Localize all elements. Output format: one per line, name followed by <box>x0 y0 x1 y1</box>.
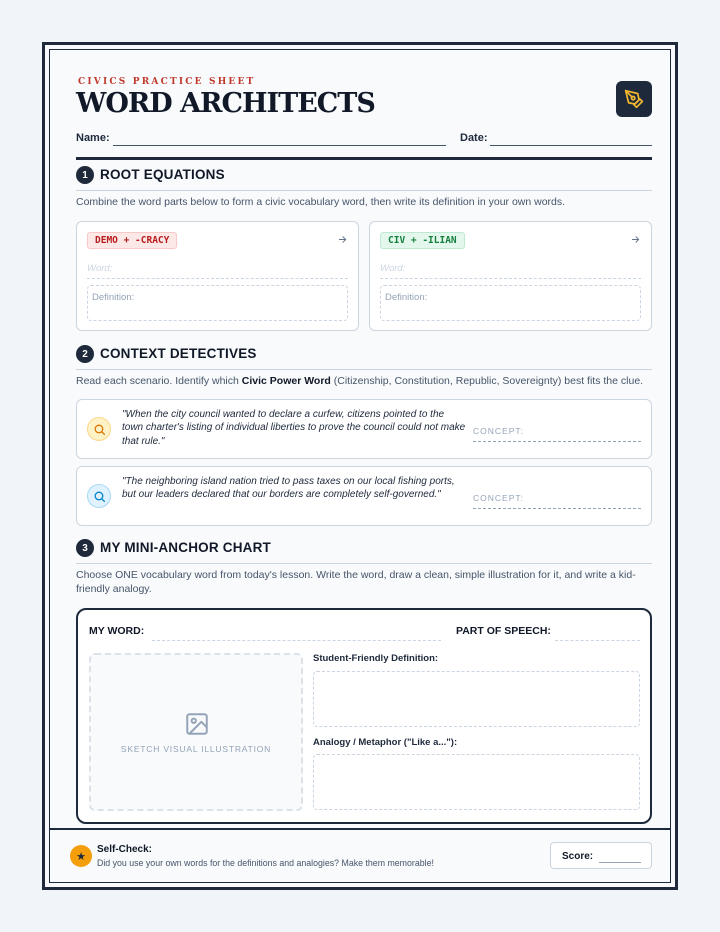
section-number: 3 <box>76 539 94 557</box>
image-icon <box>184 711 210 737</box>
section-divider <box>76 563 652 564</box>
concept-field[interactable] <box>473 508 641 509</box>
score-box <box>550 842 652 869</box>
definition-field[interactable]: Definition: <box>380 285 641 321</box>
word-field[interactable]: Word: <box>87 263 113 274</box>
self-check-text: Did you use your own words for the definitions and analogies? Make them memorable! <box>97 858 434 868</box>
eyebrow: CIVICS PRACTICE SHEET <box>78 77 256 87</box>
part-of-speech-field[interactable] <box>555 640 640 641</box>
sketch-area[interactable] <box>89 653 303 811</box>
header-divider <box>76 157 652 160</box>
my-word-field[interactable] <box>152 640 441 641</box>
section-number: 1 <box>76 166 94 184</box>
concept-label: CONCEPT: <box>473 493 524 503</box>
clue-icon <box>87 417 111 441</box>
section-title: MY MINI-ANCHOR CHART <box>100 540 271 555</box>
sketch-label: SKETCH VISUAL ILLUSTRATION <box>120 744 272 754</box>
self-check-title: Self-Check: <box>97 844 153 855</box>
definition-field[interactable]: Definition: <box>87 285 348 321</box>
section-2-instructions <box>76 374 652 388</box>
clue-card <box>76 466 652 526</box>
definition-box[interactable] <box>313 671 640 727</box>
clue-card <box>76 399 652 459</box>
name-date-row <box>76 132 652 148</box>
date-label: Date: <box>460 132 488 144</box>
section-2-header <box>76 345 652 367</box>
clue-text: "The neighboring island nation tried to pass taxes on our local fishing ports, but our leaders declared that our borders are completely self-governed." <box>122 476 455 501</box>
section-3-header <box>76 539 652 561</box>
arrow-right-icon <box>630 234 641 245</box>
section-number: 2 <box>76 345 94 363</box>
concept-field[interactable] <box>473 441 641 442</box>
score-field[interactable] <box>599 862 641 863</box>
section-title: CONTEXT DETECTIVES <box>100 346 257 361</box>
instructions-text: (Citizenship, Constitution, Republic, Sovereignty) best fits the clue. <box>330 375 644 387</box>
section-3-instructions: Choose ONE vocabulary word from today's lesson. Write the word, draw a clean, simple illustration for it, and write a kid-friendly analogy. <box>76 569 636 595</box>
section-1-instructions: Combine the word parts below to form a civic vocabulary word, then write its definition in your own words. <box>76 196 566 208</box>
worksheet <box>42 42 678 890</box>
self-check-footer <box>50 828 670 882</box>
equation-chip: DEMO + -CRACY <box>87 232 177 249</box>
logo <box>616 81 652 117</box>
name-field[interactable] <box>113 145 446 146</box>
analogy-label: Analogy / Metaphor ("Like a..."): <box>313 737 458 748</box>
search-icon <box>93 490 106 503</box>
date-field[interactable] <box>490 145 652 146</box>
star-icon: ★ <box>70 845 92 867</box>
anchor-chart-card <box>76 608 652 824</box>
name-label: Name: <box>76 132 110 144</box>
equation-card <box>369 221 652 331</box>
equation-card <box>76 221 359 331</box>
search-icon <box>93 423 106 436</box>
section-divider <box>76 369 652 370</box>
arrow-right-icon <box>337 234 348 245</box>
instructions-bold: Civic Power Word <box>241 375 331 387</box>
definition-label: Student-Friendly Definition: <box>313 653 439 664</box>
clue-text: "When the city council wanted to declare a curfew, citizens pointed to the town charter's listing of individual liberties to prove the council could not make that rule." <box>122 409 466 447</box>
pen-nib-icon <box>624 89 644 109</box>
my-word-label: MY WORD: <box>89 625 145 637</box>
section-divider <box>76 190 652 191</box>
word-line <box>87 278 348 279</box>
word-line <box>380 278 641 279</box>
score-label: Score: <box>562 851 594 862</box>
analogy-box[interactable] <box>313 754 640 810</box>
section-1-header <box>76 166 652 188</box>
concept-label: CONCEPT: <box>473 426 524 436</box>
page-title: WORD ARCHITECTS <box>76 88 375 119</box>
worksheet-inner-border <box>49 49 671 883</box>
part-of-speech-label: PART OF SPEECH: <box>456 625 551 637</box>
instructions-text: Read each scenario. Identify which <box>76 375 242 387</box>
equation-chip: CIV + -ILIAN <box>380 232 465 249</box>
section-title: ROOT EQUATIONS <box>100 167 225 182</box>
clue-icon <box>87 484 111 508</box>
word-field[interactable]: Word: <box>380 263 406 274</box>
